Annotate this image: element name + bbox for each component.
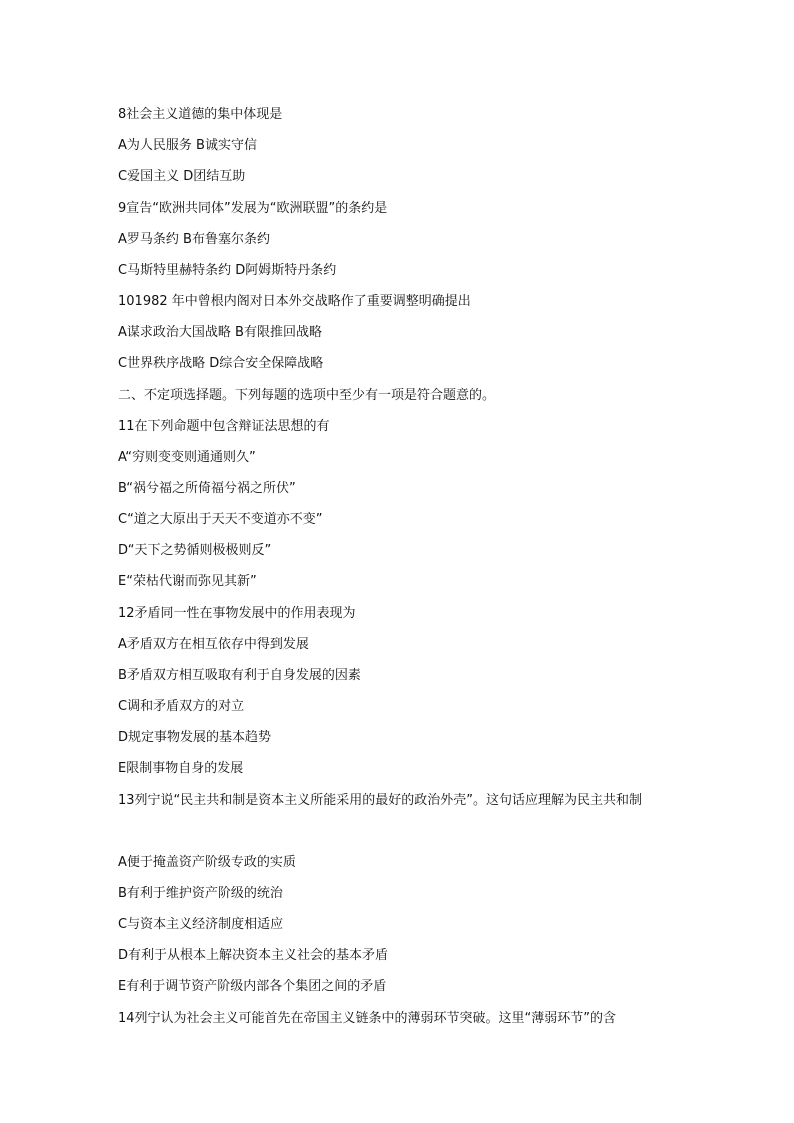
question-9: 9宣告“欧洲共同体”发展为“欧洲联盟”的条约是	[118, 201, 388, 216]
question-12-option-d: D规定事物发展的基本趋势	[118, 730, 272, 745]
question-13-option-e: E有利于调节资产阶级内部各个集团之间的矛盾	[118, 979, 387, 994]
question-11-option-d: D“天下之势循则极极则反”	[118, 543, 272, 558]
question-14: 14列宁认为社会主义可能首先在帝国主义链条中的薄弱环节突破。这里“薄弱环节”的含	[118, 1011, 617, 1026]
question-11: 11在下列命题中包含辩证法思想的有	[118, 419, 330, 434]
question-12-option-c: C调和矛盾双方的对立	[118, 699, 245, 714]
question-10-options-cd: C世界秩序战略 D综合安全保障战略	[118, 356, 324, 371]
question-10-options-ab: A谋求政治大国战略 B有限推回战略	[118, 325, 322, 340]
question-13-option-a: A便于掩盖资产阶级专政的实质	[118, 855, 296, 870]
question-11-option-c: C“道之大原出于天天不变道亦不变”	[118, 512, 323, 527]
question-8: 8社会主义道德的集中体现是	[118, 107, 283, 122]
question-13-option-b: B有利于维护资产阶级的统治	[118, 886, 283, 901]
question-8-options-ab: A为人民服务 B诚实守信	[118, 138, 257, 153]
question-9-options-cd: C马斯特里赫特条约 D阿姆斯特丹条约	[118, 263, 337, 278]
question-10: 101982 年中曾根内阁对日本外交战略作了重要调整明确提出	[118, 294, 471, 309]
question-12-option-e: E限制事物自身的发展	[118, 761, 244, 776]
question-13: 13列宁说“民主共和制是资本主义所能采用的最好的政治外壳”。这句话应理解为民主共和制	[118, 793, 643, 808]
question-12-option-b: B矛盾双方相互吸取有利于自身发展的因素	[118, 668, 361, 683]
question-11-option-b: B“祸兮福之所倚福兮祸之所伏”	[118, 481, 296, 496]
section-heading: 二、不定项选择题。下列每题的选项中至少有一项是符合题意的。	[118, 388, 496, 403]
question-11-option-e: E“荣枯代谢而弥见其新”	[118, 574, 257, 589]
question-9-options-ab: A罗马条约 B布鲁塞尔条约	[118, 232, 270, 247]
question-8-options-cd: C爱国主义 D团结互助	[118, 169, 246, 184]
question-13-option-c: C与资本主义经济制度相适应	[118, 917, 284, 932]
question-12-option-a: A矛盾双方在相互依存中得到发展	[118, 637, 309, 652]
question-11-option-a: A“穷则变变则通通则久”	[118, 450, 256, 465]
question-13-option-d: D有利于从根本上解决资本主义社会的基本矛盾	[118, 948, 389, 963]
question-12: 12矛盾同一性在事物发展中的作用表现为	[118, 606, 356, 621]
